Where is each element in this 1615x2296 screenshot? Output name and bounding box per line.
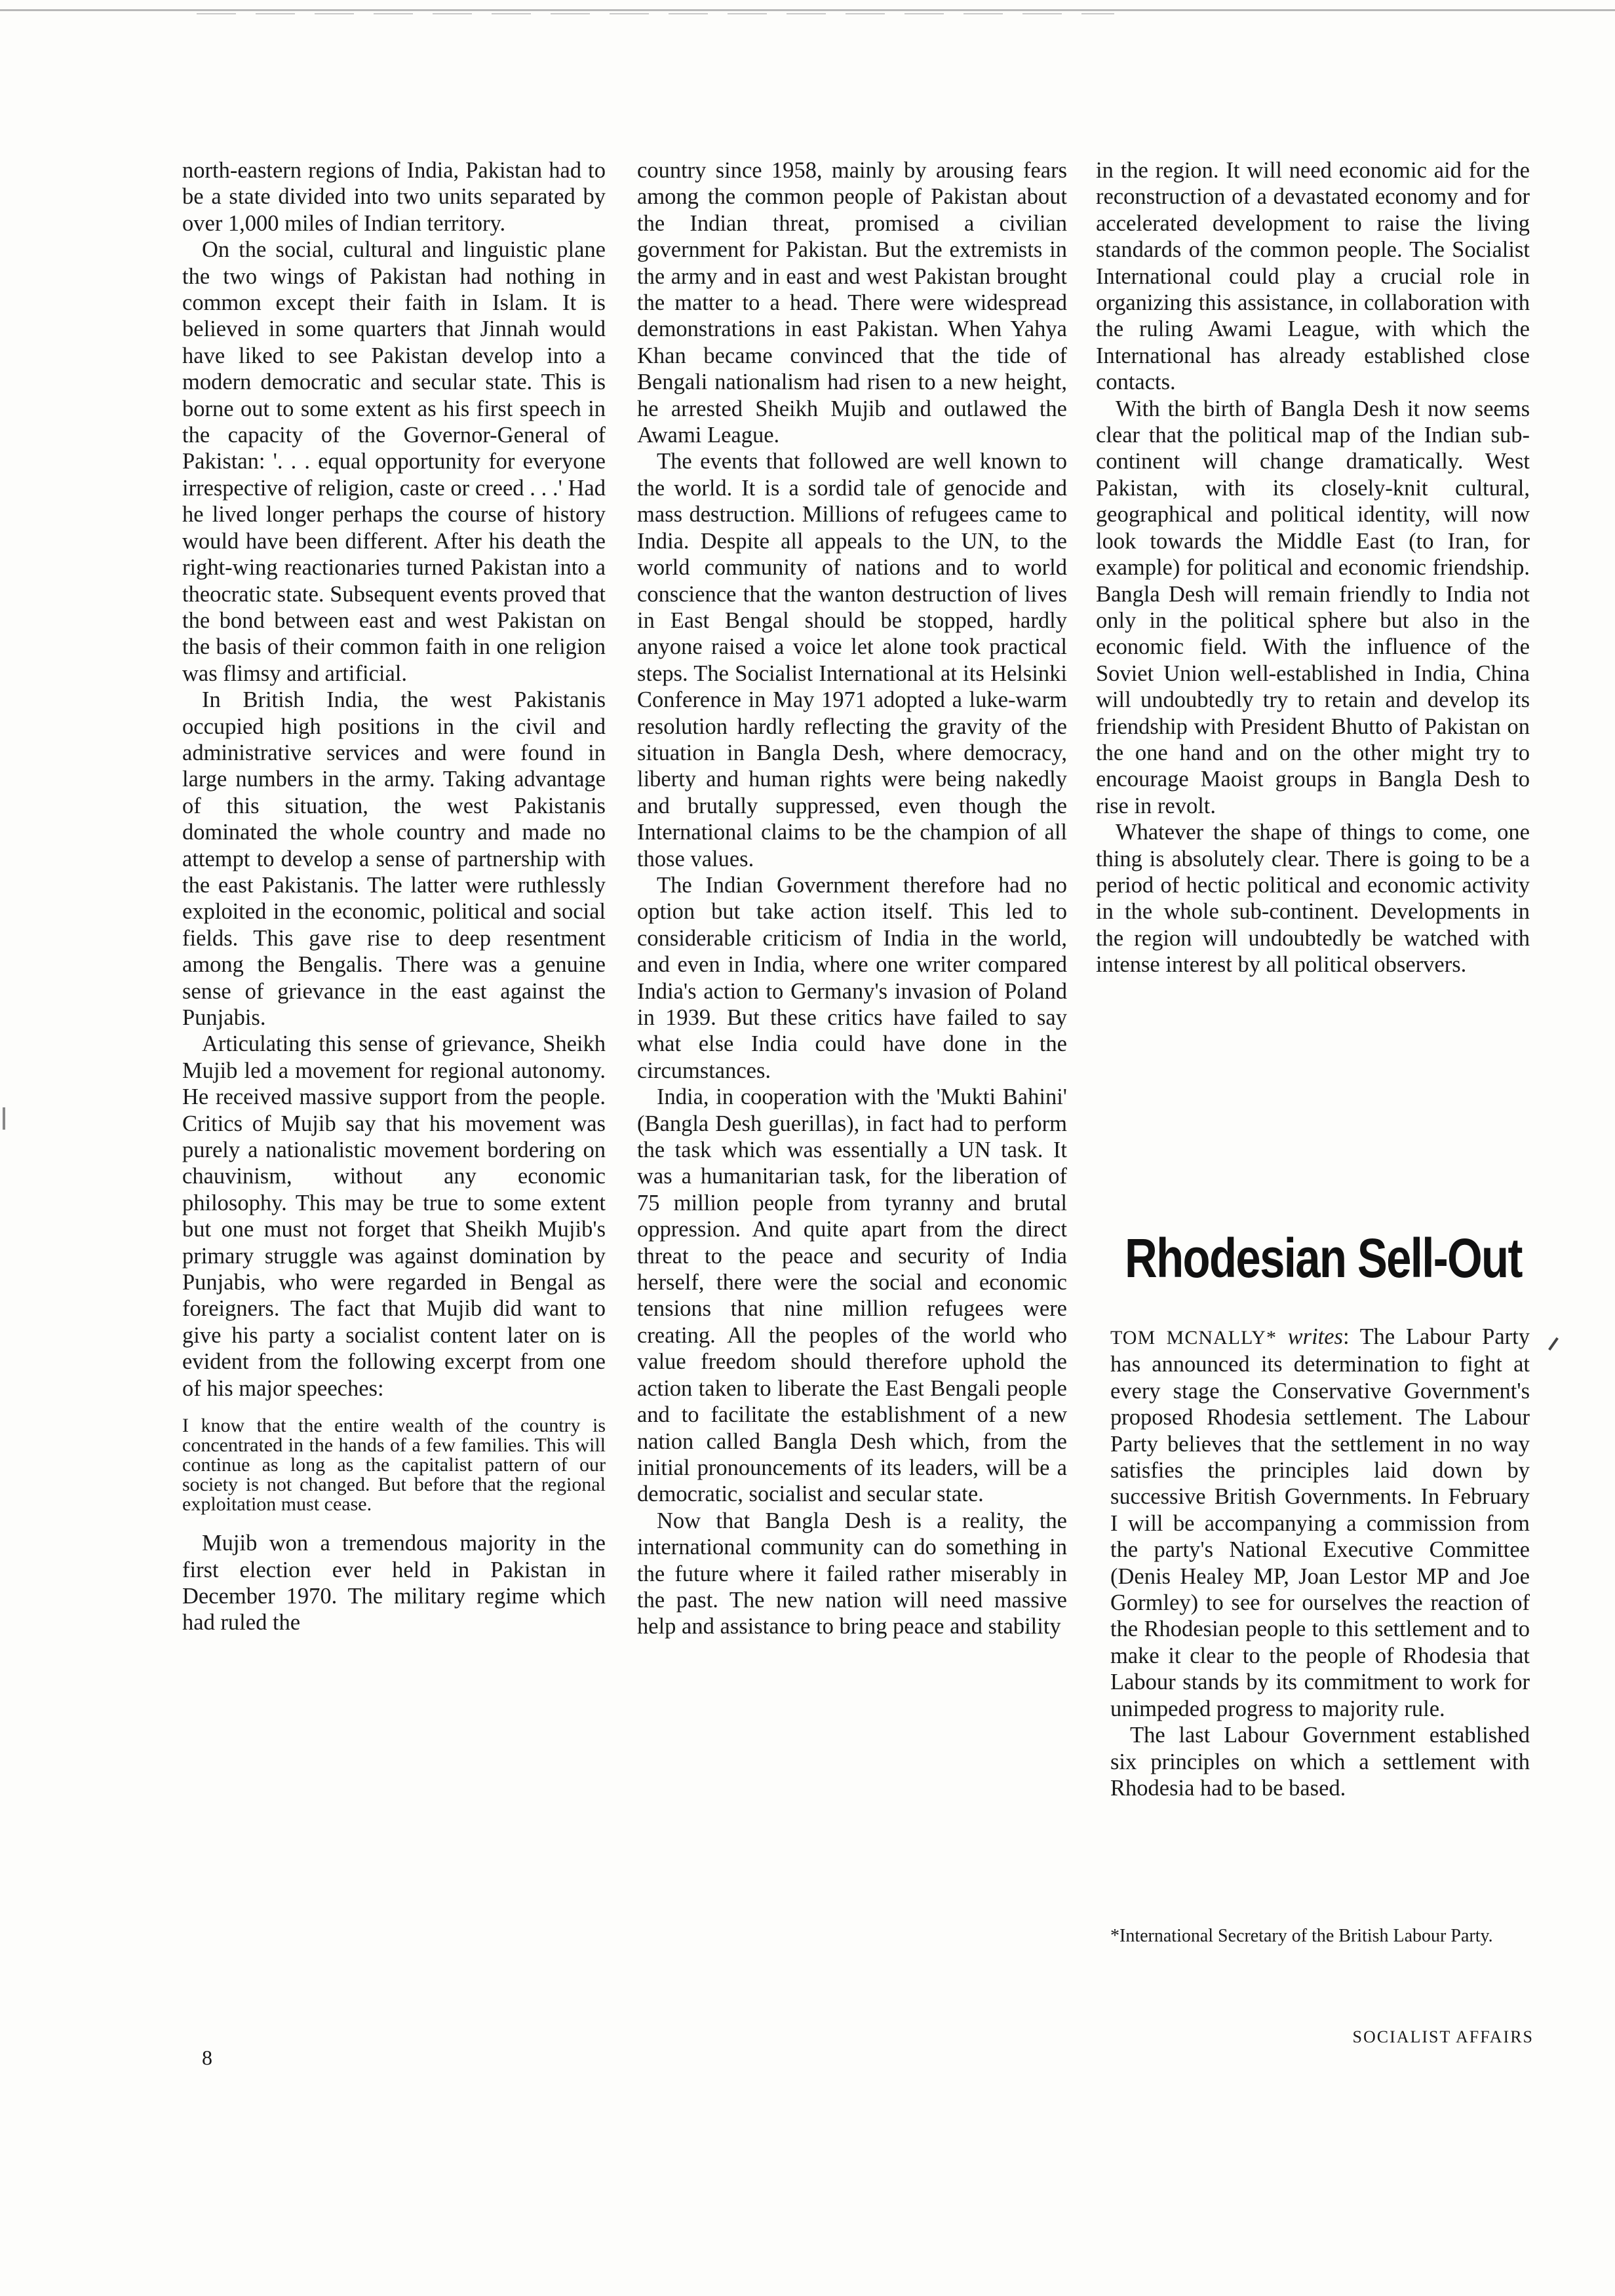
block-quote: I know that the entire wealth of the country is concentrated in the hands of a few families. This will continue as long as the capitalist pattern of our society is not changed. But before that the regional exploitation must cease. (182, 1415, 606, 1516)
top-rule (0, 9, 1615, 11)
pencil-mark (1548, 1337, 1559, 1350)
article-column-2 (637, 157, 1067, 1640)
article-headline: Rhodesian Sell-Out (1125, 1227, 1522, 1289)
paragraph: Now that Bangla Desh is a reality, the international community can do something in the future where it failed rather miserably in the past. The new nation will need massive help and assistance to bring peace and stability (637, 1508, 1067, 1639)
byline-writes: writes (1287, 1324, 1343, 1349)
paragraph: The events that followed are well known to the world. It is a sordid tale of genocide and mass destruction. Millions of refugees came to India. Despite all appeals to the UN, to the world community of nations and to world conscience that the wanton destruction of lives in East Bengal should be stopped, hardly anyone raised a voice let alone took practical steps. The Socialist International at its Helsinki Conference in May 1971 adopted a luke-warm resolution hardly reflecting the gravity of the situation in Bangla Desh, where democracy, liberty and human rights were being nakedly and brutally suppressed, even though the International claims to be the champion of all those values. (637, 449, 1067, 871)
paragraph: With the birth of Bangla Desh it now seems clear that the political map of the Indian sub-continent will change dramatically. West Pakistan, with its closely-knit cultural, geographical and political identity, will now look towards the Middle East (to Iran, for example) for political and economic friendship. Bangla Desh will remain friendly to India not only in the political sphere but also in the economic field. With the influence of the Soviet Union well-established in India, China will undoubtedly try to retain and develop its friendship with President Bhutto of Pakistan on the one hand and on the other might try to encourage Maoist groups in Bangla Desh to rise in revolt. (1096, 396, 1530, 818)
paragraph: in the region. It will need economic aid for the reconstruction of a devastated economy and for accelerated development to raise the living standards of the common people. The Socialist International could play a crucial role in organizing this assistance, in collaboration with the ruling Awami League, with which the International has already established close contacts. (1096, 158, 1530, 395)
article-column-1 (182, 157, 606, 1636)
byline: TOM MCNALLY* (1110, 1327, 1277, 1349)
top-rule-dashed (197, 13, 1114, 14)
footnote: *International Secretary of the British Labour Party. (1110, 1926, 1493, 1946)
paragraph: country since 1958, mainly by arousing fears among the common people of Pakistan about the Indian threat, promised a civilian government for Pakistan. But the extremists in the army and in east and west Pakistan brought the matter to a head. There were widespread demonstrations in east Pakistan. When Yahya Khan became convinced that the tide of Bengali nationalism had risen to a new height, he arrested Sheikh Mujib and outlawed the Awami League. (637, 158, 1067, 448)
publication-name: SOCIALIST AFFAIRS (1352, 2027, 1534, 2046)
paragraph: Whatever the shape of things to come, one thing is absolutely clear. There is going to be a period of hectic political and economic activity in the whole sub-continent. Developments in the region will undoubtedly be watched with intense interest by all political observers. (1096, 820, 1530, 978)
paragraph: India, in cooperation with the 'Mukti Bahini' (Bangla Desh guerillas), in fact had to perform the task which was essentially a UN task. It was a humanitarian task, for the liberation of 75 million people from tyranny and brutal oppression. And quite apart from the direct threat to the peace and security of India herself, there were the social and economic tensions that nine million refugees were creating. All the peoples of the world who value freedom should therefore uphold the action taken to liberate the East Bengali people and to facilitate the establishment of a new nation called Bangla Desh which, from the initial pronouncements of its leaders, will be a democratic, socialist and secular state. (637, 1084, 1067, 1507)
page-number: 8 (202, 2046, 212, 2069)
margin-mark (3, 1107, 5, 1130)
article-column-3 (1096, 157, 1530, 978)
paragraph: In British India, the west Pakistanis occupied high positions in the civil and administrative services and were found in large numbers in the army. Taking advantage of this situation, the west Pakistanis dominated the whole country and made no attempt to develop a sense of partnership with the east Pakistanis. The latter were ruthlessly exploited in the economic, political and social fields. This gave rise to deep resentment among the Bengalis. There was a genuine sense of grievance in the east against the Punjabis. (182, 687, 606, 1030)
paragraph: The Indian Government therefore had no option but take action itself. This led to considerable criticism of India in the world, and even in India, where one writer compared India's action to Germany's invasion of Poland in 1939. But these critics have failed to say what else India could have done in the circumstances. (637, 872, 1067, 1083)
paragraph: north-eastern regions of India, Pakistan had to be a state divided into two units separated by over 1,000 miles of Indian territory. (182, 158, 606, 236)
paragraph: The last Labour Government established six principles on which a settlement with Rhodesia had to be based. (1110, 1723, 1530, 1801)
rhodesia-article (1110, 1324, 1530, 1801)
paragraph: On the social, cultural and linguistic plane the two wings of Pakistan had nothing in common except their faith in Islam. It is believed in some quarters that Jinnah would have liked to see Pakistan develop into a modern democratic and secular state. This is borne out to some extent as his first speech in the capacity of the Governor-General of Pakistan: '. . . equal opportunity for everyone irrespective of religion, caste or creed . . .' Had he lived longer perhaps the course of history would have been different. After his death the right-wing reactionaries turned Pakistan into a theocratic state. Subsequent events proved that the bond between east and west Pakistan on the basis of their common faith in one religion was flimsy and artificial. (182, 237, 606, 686)
paragraph: Articulating this sense of grievance, Sheikh Mujib led a movement for regional autonomy. He received massive support from the people. Critics of Mujib say that his movement was purely a nationalistic movement bordering on chauvinism, without any economic philosophy. This may be true to some extent but one must not forget that Sheikh Mujib's primary struggle was against domination by Punjabis, who were regarded in Bengal as foreigners. The fact that Mujib did want to give his party a socialist content later on is evident from the following excerpt from one of his major speeches: (182, 1031, 606, 1401)
lead-paragraph (1110, 1324, 1530, 1722)
lead-text: : The Labour Party has announced its determination to fight at every stage the Conservative Government's proposed Rhodesia settlement. The Labour Party believes that the settlement in no way satisfies the principles laid down by successive British Governments. In February I will be accompanying a commission from the party's National Executive Committee (Denis Healey MP, Joan Lestor MP and Joe Gormley) to see for ourselves the reaction of the Rhodesian people to this settlement and to make it clear to the people of Rhodesia that Labour stands by its commitment to work for unimpeded progress to majority rule. (1110, 1324, 1530, 1721)
paragraph: Mujib won a tremendous majority in the first election ever held in Pakistan in December 1970. The military regime which had ruled the (182, 1531, 606, 1636)
